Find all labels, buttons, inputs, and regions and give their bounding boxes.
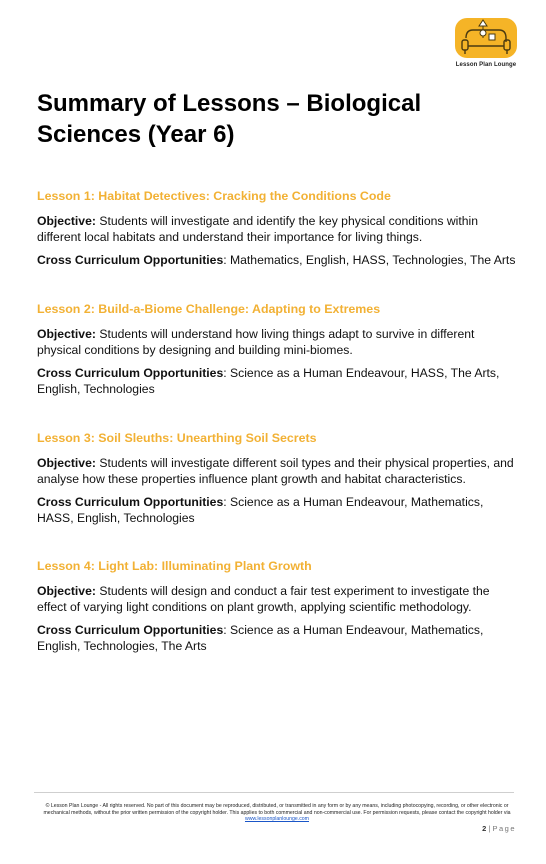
lesson-title: Lesson 2: Build-a-Biome Challenge: Adapting to Extremes (37, 302, 381, 316)
objective-label: Objective: (37, 584, 96, 598)
website-link[interactable]: www.lessonplanlounge.com (244, 816, 309, 823)
sofa-logo-icon (449, 16, 523, 62)
page-title: Summary of Lessons – Biological Sciences (Year 6) (37, 90, 422, 148)
copyright-text: © Lesson Plan Lounge - All rights reserved. No part of this document may be reproduced, distributed, or transmitted in any form or by any means, including photocopying, recording, or other electronic or mechanical methods, without the prior written permission of the copyright holder. This applies to both commercial and non-commercial use. For permission requests, please contact the copyright holder via (43, 803, 511, 816)
cross-curriculum-label: Cross Curriculum Opportunities (37, 253, 224, 267)
lesson-2 (37, 301, 517, 404)
cross-curriculum-text: : Science as a Human Endeavour, Mathematics, English, Technologies, The Arts (37, 623, 484, 653)
lesson-1 (37, 188, 517, 275)
cross-curriculum-label: Cross Curriculum Opportunities (37, 623, 224, 637)
objective-text: Students will investigate and identify the key physical conditions within different local habitats and understand their importance for living things. (37, 214, 479, 244)
page-number (482, 824, 516, 833)
lesson-objective (37, 583, 517, 615)
footer-copyright (34, 803, 520, 823)
objective-text: Students will investigate different soil types and their physical properties, and analyse how these properties influence plant growth and habitat characteristics. (37, 456, 514, 486)
lesson-title: Lesson 4: Light Lab: Illuminating Plant Growth (37, 559, 312, 573)
lesson-objective (37, 455, 517, 487)
page-separator: | (486, 824, 493, 833)
lesson-title: Lesson 1: Habitat Detectives: Cracking the Conditions Code (37, 189, 391, 203)
objective-text: Students will design and conduct a fair test experiment to investigate the effect of varying light conditions on plant growth, applying scientific methodology. (37, 584, 490, 614)
brand-logo (449, 16, 523, 74)
lesson-cross-curriculum (37, 622, 517, 654)
lesson-cross-curriculum (37, 494, 517, 526)
objective-label: Objective: (37, 327, 96, 341)
footer-divider (34, 792, 514, 793)
lesson-cross-curriculum (37, 252, 517, 268)
page-word: Page (492, 824, 516, 833)
objective-label: Objective: (37, 456, 96, 470)
objective-label: Objective: (37, 214, 96, 228)
logo-text: Lesson Plan Lounge (455, 62, 517, 68)
page-number-value: 2 (482, 824, 487, 833)
cross-curriculum-label: Cross Curriculum Opportunities (37, 495, 224, 509)
lesson-title: Lesson 3: Soil Sleuths: Unearthing Soil Secrets (37, 431, 317, 445)
lesson-cross-curriculum (37, 365, 517, 397)
lesson-4 (37, 558, 517, 661)
lesson-3 (37, 430, 517, 533)
cross-curriculum-text: : Science as a Human Endeavour, HASS, The Arts, English, Technologies (37, 366, 500, 396)
cross-curriculum-text: : Science as a Human Endeavour, Mathematics, HASS, English, Technologies (37, 495, 484, 525)
lesson-objective (37, 326, 517, 358)
cross-curriculum-label: Cross Curriculum Opportunities (37, 366, 224, 380)
cross-curriculum-text: : Mathematics, English, HASS, Technologies, The Arts (223, 253, 516, 267)
lesson-objective (37, 213, 517, 245)
objective-text: Students will understand how living things adapt to survive in different physical conditions by designing and building mini-biomes. (37, 327, 475, 357)
